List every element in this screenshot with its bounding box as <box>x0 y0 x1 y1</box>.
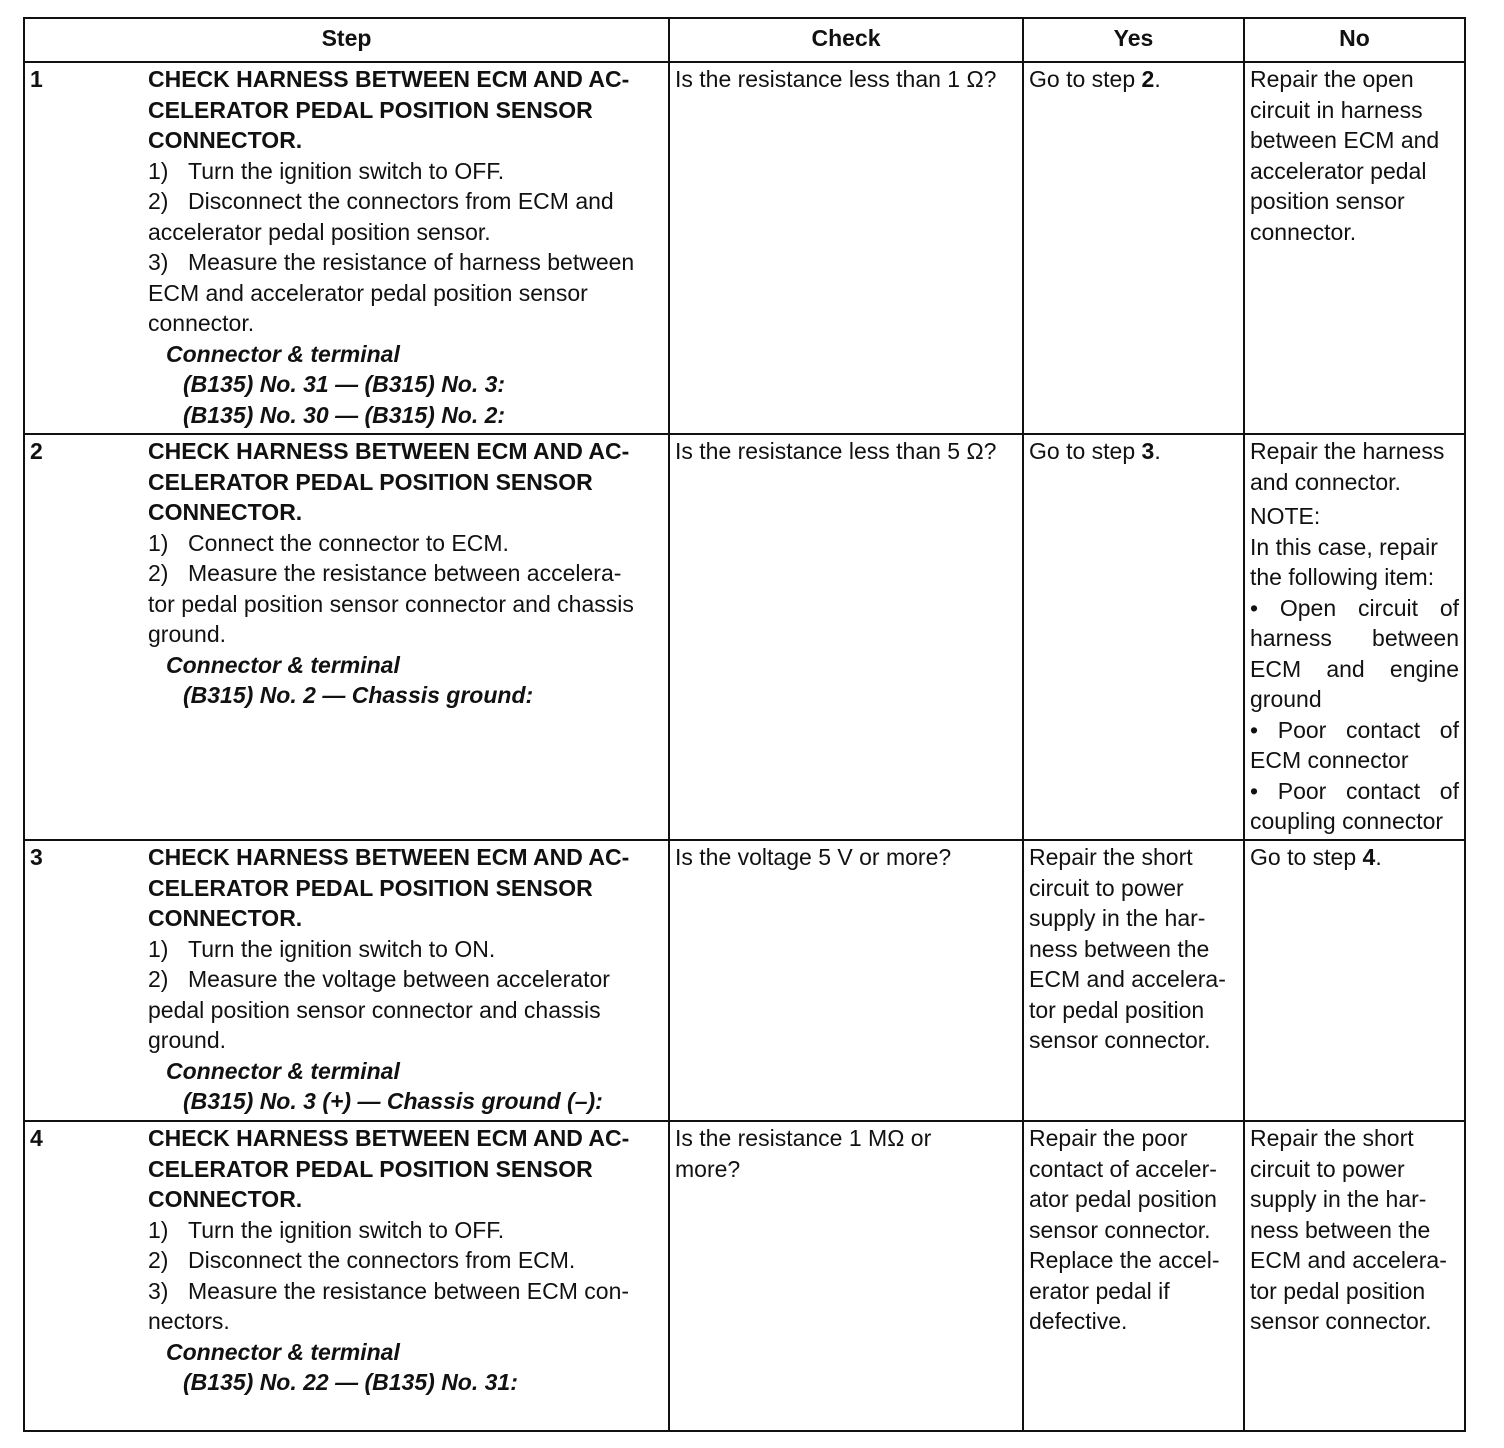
header-check: Check <box>669 18 1023 62</box>
no-cell: Repair the open circuit in harness between ECM and accelerator pedal position sensor connector. <box>1244 62 1465 434</box>
step-cell <box>24 434 669 840</box>
bullet-item: • Poor contact of coupling connector <box>1250 777 1459 834</box>
step-title: CHECK HARNESS BETWEEN ECM AND AC- CELERATOR PEDAL POSITION SENSOR CONNECTOR. <box>148 1125 630 1212</box>
instruction: 2) Measure the resistance between accelera- tor pedal position sensor connector and chassis ground. <box>148 560 634 647</box>
bullet-item: • Open circuit of harness between ECM and engine ground <box>1250 594 1459 712</box>
step-number: 2 <box>30 438 43 464</box>
instruction: 1) Turn the ignition switch to OFF. <box>148 1216 505 1243</box>
connector-terminal-label: Connector & terminal <box>166 1338 400 1365</box>
terminal-spec: (B135) No. 22 — (B135) No. 31: <box>183 1369 518 1395</box>
table-row <box>24 840 1465 1121</box>
yes-cell: Go to step 2. <box>1023 62 1244 434</box>
header-yes: Yes <box>1023 18 1244 62</box>
no-cell: Repair the harness and connector. NOTE: In this case, repair the following item: • Open circuit of harness between ECM and engine ground • Poor contact of ECM connector • Poor contact of coupling connector <box>1244 434 1465 840</box>
instruction: 3) Measure the resistance between ECM con- nectors. <box>148 1277 630 1334</box>
no-cell: Repair the short circuit to power supply in the har- ness between the ECM and accelera- tor pedal position sensor connector. <box>1244 1121 1465 1431</box>
connector-terminal-label: Connector & terminal <box>166 340 400 367</box>
instruction: 1) Turn the ignition switch to ON. <box>148 935 496 962</box>
yes-cell: Repair the short circuit to power supply in the har- ness between the ECM and accelera- tor pedal position sensor connector. <box>1023 840 1244 1121</box>
yes-cell: Go to step 3. <box>1023 434 1244 840</box>
header-row <box>24 18 1465 62</box>
terminal-spec: (B315) No. 3 (+) — Chassis ground (–): <box>183 1088 603 1114</box>
diagnostic-table <box>23 17 1466 1432</box>
check-cell: Is the resistance 1 MΩ or more? <box>669 1121 1023 1431</box>
table-row <box>24 62 1465 434</box>
step-cell <box>24 62 669 434</box>
step-title: CHECK HARNESS BETWEEN ECM AND AC- CELERATOR PEDAL POSITION SENSOR CONNECTOR. <box>148 66 630 153</box>
step-title: CHECK HARNESS BETWEEN ECM AND AC- CELERATOR PEDAL POSITION SENSOR CONNECTOR. <box>148 438 630 525</box>
instruction: 2) Disconnect the connectors from ECM and accelerator pedal position sensor. <box>148 188 614 245</box>
check-cell: Is the resistance less than 5 Ω? <box>669 434 1023 840</box>
header-no: No <box>1244 18 1465 62</box>
connector-terminal-label: Connector & terminal <box>166 1057 400 1084</box>
step-number: 1 <box>30 66 43 92</box>
step-cell <box>24 1121 669 1431</box>
yes-cell: Repair the poor contact of acceler- ator pedal position sensor connector. Replace the accel- erator pedal if defective. <box>1023 1121 1244 1431</box>
instruction: 1) Connect the connector to ECM. <box>148 529 509 556</box>
connector-terminal-label: Connector & terminal <box>166 651 400 678</box>
header-step: Step <box>24 18 669 62</box>
instruction: 2) Disconnect the connectors from ECM. <box>148 1247 576 1273</box>
terminal-spec: (B135) No. 31 — (B315) No. 3: <box>183 371 506 397</box>
step-number: 4 <box>30 1125 43 1151</box>
table-row <box>24 1121 1465 1431</box>
step-number: 3 <box>30 844 43 870</box>
check-cell: Is the voltage 5 V or more? <box>669 840 1023 1121</box>
check-cell: Is the resistance less than 1 Ω? <box>669 62 1023 434</box>
table-row <box>24 434 1465 840</box>
terminal-spec: (B315) No. 2 — Chassis ground: <box>183 682 534 708</box>
no-cell: Go to step 4. <box>1244 840 1465 1121</box>
step-title: CHECK HARNESS BETWEEN ECM AND AC- CELERATOR PEDAL POSITION SENSOR CONNECTOR. <box>148 844 630 931</box>
note-label: NOTE: <box>1250 503 1321 529</box>
terminal-spec: (B135) No. 30 — (B315) No. 2: <box>183 401 506 428</box>
instruction: 2) Measure the voltage between accelerator pedal position sensor connector and chassis ground. <box>148 966 610 1053</box>
instruction: 3) Measure the resistance of harness between ECM and accelerator pedal position sensor connector. <box>148 249 635 336</box>
step-cell <box>24 840 669 1121</box>
instruction: 1) Turn the ignition switch to OFF. <box>148 157 505 184</box>
bullet-item: • Poor contact of ECM connector <box>1250 716 1459 773</box>
